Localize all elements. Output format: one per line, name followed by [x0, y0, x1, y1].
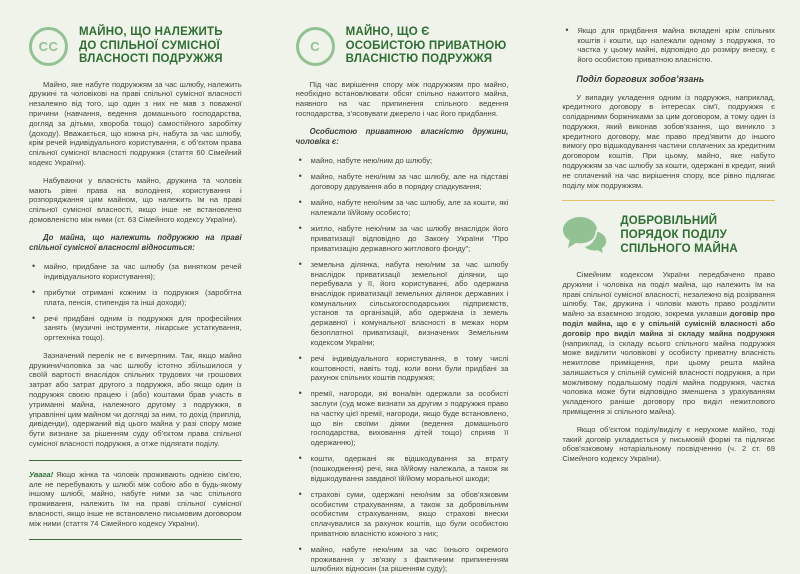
section-title-private: МАЙНО, ЩО Є ОСОБИСТОЮ ПРИВАТНОЮ ВЛАСНІСТЮ ПОДРУЖЖЯ — [345, 26, 507, 66]
c-icon-letter: С — [310, 38, 321, 54]
subheading-joint-list: До майна, що належить подружжю на праві спільної сумісної власності відноситься: — [29, 232, 242, 252]
section-header-voluntary — [562, 215, 775, 256]
list-item: • майно, набуте нею/ним за час шлюбу, але за кошти, які належали їй/йому особисто; — [299, 198, 509, 217]
column-joint-property — [0, 0, 267, 570]
cc-icon-letters: СС — [38, 38, 59, 54]
list-item: • земельна ділянка, набута нею/ним за час шлюбу внаслідок приватизації земельної ділянки, що перебувала у її, його користуванні, або одержана внаслідок приватизації земельних ділянок державних і комунальних сільськогосподарських підприємств, установ та організацій, або одержана із земель державної і комунальної власності в межах норм безоплатної приватизації, визначених Земельним кодексом України; — [299, 260, 509, 347]
voluntary-text-bold: договір про поділ майна, що є у спільній сумісній власності або договір про виділ майна зі складу майна подружжя — [562, 309, 775, 338]
section-header-joint — [29, 26, 242, 67]
voluntary-text-end: (наприклад, із складу всього спільного майна подружжя може виділити чоловікові у особисту приватну власність нежитлове приміщення, при цьому решта майна залишається у спільній сумісній власності подружжя, а при можливому подальшому поділі майна подружжя, частка чоловіка може бути відповідно зменшена з урахуванням укладеного раніше договору про виділ нежитлового приміщення зі спільного майна). — [562, 338, 775, 416]
gold-divider — [562, 200, 775, 201]
section-header-private — [296, 26, 509, 67]
paragraph-debt: У випадку укладення одним із подружжя, наприклад, кредитного договору в інтересах сім’ї, подружжя є солідарними боржниками за цим договором, а тому один із подружжя, який виконав зобов’язання, що виникло з кредитного договору, має право пред’явити до іншого вимогу про відшкодування частини сплачених за кредитним договором коштів. При цьому, майно, яке набуто подружжям за час шлюбу за кошти, одержані в кредит, який не сплачений на час вирішення спору, все рівно підлягає поділу між подружжям. — [562, 92, 775, 190]
list-item: • речі придбані одним із подружжя для професійних занять (музичні інструменти, лікарське устаткування, оргтехніка тощо). — [32, 314, 242, 343]
speech-bubbles-icon — [562, 216, 608, 256]
notice-text: Якщо жінка та чоловік проживають однією сім’єю, але не перебувають у шлюбі між собою або в будь-якому іншому шлюбі, майно, набуте ними за час спільного проживання, належить їм на праві спільної сумісної власності, якщо інше не встановлено письмовим договором між ними (стаття 74 Сімейного кодексу України). — [29, 469, 242, 528]
notice-label: Увага! — [29, 469, 54, 479]
divider-top — [29, 460, 242, 461]
list-item: • кошти, одержані як відшкодування за втрату (пошкодження) речі, яка їй/йому належала, а також як відшкодування завданої їй/йому моральної шкоди; — [299, 454, 509, 483]
paragraph-not-exhaustive: Зазначений перелік не є вичерпним. Так, якщо майно дружини/чоловіка за час шлюбу істотно збільшилося у своїй вартості внаслідок спільних трудових чи грошових затрат або затрат другого з подружжя, або якщо один із подружжя своєю працею і (або) коштами брав участь в утриманні майна, належного другому з подружжя, в управлінні цим майном чи догляді за ним, то дохід (приплід, дивіденди), одержаний від цього майна у разі спору може бути визнане за рішенням суду об’єктом права спільної сумісної власності подружжя, а отже підлягати поділу. — [29, 350, 242, 448]
subheading-private-list: Особистою приватною власністю дружини, чоловіка є: — [295, 126, 509, 146]
paragraph-equal-rights: Набуваючи у власність майно, дружина та чоловік мають рівні права на володіння, користування і розпоряджання цим майном, що належить їм на праві спільної сумісної власності, якщо інше не встановлено домовленістю між ними (ст. 63 Сімейного кодексу України). — [29, 175, 242, 224]
section-title-voluntary: ДОБРОВІЛЬНИЙ ПОРЯДОК ПОДІЛУ СПІЛЬНОГО МАЙНА — [620, 215, 738, 255]
section-title-joint: МАЙНО, ЩО НАЛЕЖИТЬ ДО СПІЛЬНОЇ СУМІСНОЇ ВЛАСНОСТІ ПОДРУЖЖЯ — [79, 26, 223, 66]
list-item: • премії, нагороди, які вона/він одержали за особисті заслуги (суд може визнати за другим з подружжя право на частку цієї премії, нагороди, якщо буде встановлено, що він своїми діями (ведення домашнього господарства, виховання дітей тощо) сприяв її одержанню); — [299, 389, 509, 447]
paragraph-private-intro: Під час вирішення спору між подружжям про майно, необхідно встановлювати обсяг спільно нажитого майна, наявного на час припинення спільного ведення господарства, з’ясовувати джерело і час його придбання. — [295, 79, 509, 119]
divider-bottom — [29, 539, 242, 540]
column-private-property — [267, 0, 534, 574]
cc-circle-icon — [29, 27, 68, 66]
list-item: • страхові суми, одержані нею/ним за обов’язковим особистим страхуванням, а також за добровільним особистим страхуванням, якщо страхові внески сплачувалися за рахунок коштів, що були особистою приватною власністю кожного з них; — [299, 490, 509, 539]
c-circle-icon — [296, 27, 335, 66]
paragraph-voluntary — [562, 270, 775, 417]
list-item: • майно, придбане за час шлюбу (за винятком речей індивідуального користування); — [32, 262, 242, 281]
private-property-list — [296, 156, 509, 574]
list-item: • майно, набуте нею/ним за час їхнього окремого проживання у зв’язку з фактичним припиненням шлюбних відносин (за рішенням суду); — [299, 545, 509, 574]
paragraph-joint-intro: Майно, яке набуте подружжям за час шлюбу, належить дружині та чоловікові на праві спільної сумісної власності незалежно від того, що один з них не мав з поважної причини (навчання, ведення домашнього господарства, догляд за дітьми, хвороба тощо) самостійного заробітку (доходу). Вважається, що кожна річ, набута за час шлюбу, крім речей індивідуального користування, є об’єктом права спільної сумісної власності подружжя (стаття 60 Сімейний кодекс України). — [29, 79, 242, 167]
voluntary-text-start: Сімейним кодексом України передбачено право дружини і чоловіка на поділ майна, що належить їм на праві спільної сумісної власності, незалежно від розірвання шлюбу. Так, дружина і чоловік мають право розділити майно за взаємною згодою, зокрема уклавши — [562, 270, 775, 319]
list-item: • речі індивідуального користування, в тому числі коштовності, навіть тоді, коли вони були придбані за рахунок спільних коштів подружжя; — [299, 354, 509, 383]
subheading-debt-division: Поділ боргових зобов’язань — [576, 73, 705, 84]
list-item: • житло, набуте нею/ним за час шлюбу внаслідок його приватизації відповідно до Закону України "Про приватизацію державного житлового фонду"; — [299, 224, 509, 253]
joint-property-list — [29, 262, 242, 343]
notice-paragraph — [29, 470, 242, 529]
list-item: • Якщо для придбання майна вкладені крім спільних коштів і кошти, що належали одному з подружжя, то частка у цьому майні, відповідно до розміру внеску, є його особистою приватною власністю. — [565, 26, 775, 65]
list-item: • прибутки отримані кожним із подружжя (заробітна плата, пенсія, стипендія та інші доходи); — [32, 288, 242, 307]
column-division — [533, 0, 800, 570]
list-item: • майно, набуте нею/ним за час шлюбу, але на підставі договору дарування або в порядку спадкування; — [299, 172, 509, 191]
list-item: • майно, набуте нею/ним до шлюбу; — [299, 156, 509, 166]
contribution-share-list — [562, 26, 775, 65]
paragraph-notary: Якщо об’єктом поділу/виділу є нерухоме майно, тоді такий договір укладається у письмовій формі та підлягає обов’язковому нотаріальному посвідченню (ч. 2 ст. 69 Сімейного кодексу України). — [562, 424, 775, 464]
